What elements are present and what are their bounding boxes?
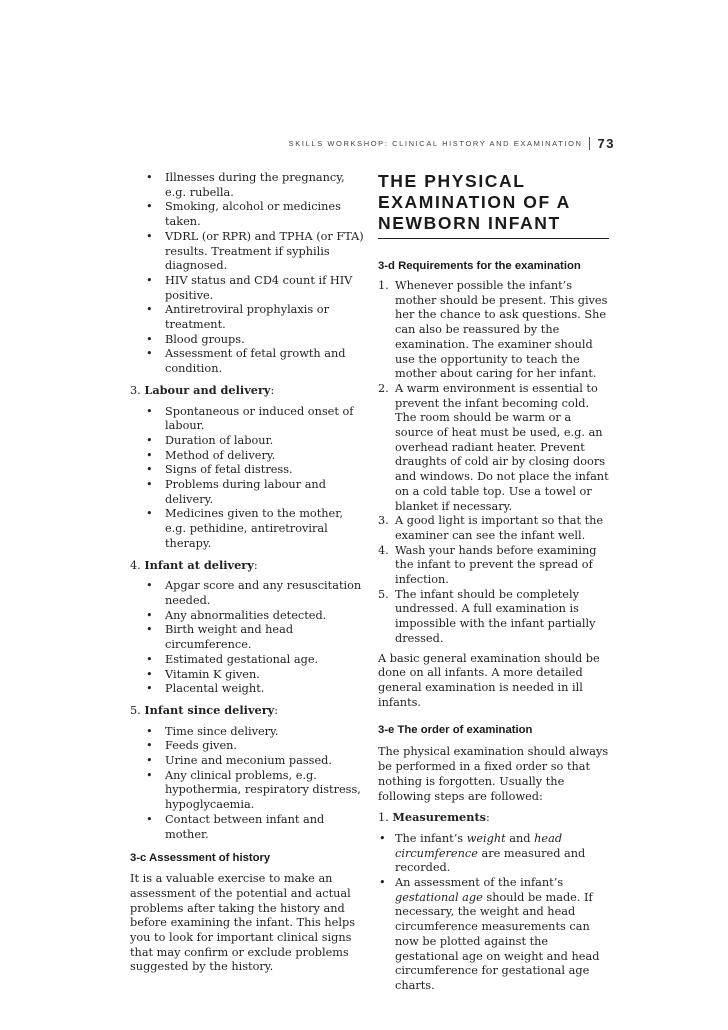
list-item: 5. The infant should be completely undressed. A full examination is impossible with the infant partially dressed. xyxy=(378,587,596,645)
labour-list xyxy=(130,405,366,552)
list-item: • Antiretroviral prophylaxis or treatment. xyxy=(130,303,366,332)
pregnancy-list xyxy=(130,171,366,377)
running-header xyxy=(250,133,615,149)
list-item: • Method of delivery. xyxy=(130,449,366,464)
list-item: • The infant’s weight and head circumference are measured and recorded. xyxy=(378,832,609,876)
list-item: 2. A warm environment is essential to prevent the infant becoming cold. The room should be warm or a source of heat must be used, e.g. an overhead radiant heater. Prevent draughts of cold air by closing doors and windows. Do not place the infant on a cold table top. Use a towel or blanket if necessary. xyxy=(378,381,609,513)
list-item: • Assessment of fetal growth and condition. xyxy=(130,347,366,376)
list-item: • Feeds given. xyxy=(130,739,366,754)
list-item: • Duration of labour. xyxy=(130,434,366,449)
measurements-heading: 1. Measurements: xyxy=(378,810,490,825)
list-item: • Vitamin K given. xyxy=(130,668,366,683)
section-3e-heading: 3-e The order of examination xyxy=(378,724,533,737)
list-item: 4. Wash your hands before examining the infant to prevent the spread of infection. xyxy=(378,543,597,587)
page-number: 73 xyxy=(597,136,615,151)
list-item: • Blood groups. xyxy=(130,333,366,348)
list-item: • Smoking, alcohol or medicines taken. xyxy=(130,200,366,229)
list-item: • Birth weight and head circumference. xyxy=(130,623,366,652)
page-title: THE PHYSICAL EXAMINATION OF A NEWBORN INFANT xyxy=(378,171,609,239)
list-item: • An assessment of the infant’s gestational age should be made. If necessary, the weight and head circumference measurements can now be plotted against the gestational age on weight and head circumference for gestational age charts. xyxy=(378,876,609,994)
list-item: • Illnesses during the pregnancy, e.g. rubella. xyxy=(130,171,366,200)
section-3c-body: It is a valuable exercise to make an assessment of the potential and actual problems after taking the history and before examining the infant. This helps you to look for important clinical signs that may confirm or exclude problems suggested by the history. xyxy=(130,872,355,974)
infant-at-delivery-list xyxy=(130,579,366,697)
left-column xyxy=(130,171,366,975)
infant-at-delivery-heading: 4. Infant at delivery: xyxy=(130,557,258,572)
list-item: 3. A good light is important so that the examiner can see the infant well. xyxy=(378,514,604,542)
list-item: • Contact between infant and mother. xyxy=(130,813,366,842)
list-item: • Estimated gestational age. xyxy=(130,653,366,668)
running-title: SKILLS WORKSHOP: CLINICAL HISTORY AND EXAMINATION xyxy=(288,139,583,148)
list-item: • Signs of fetal distress. xyxy=(130,463,366,478)
section-3d-heading: 3-d Requirements for the examination xyxy=(378,260,581,272)
list-item: • VDRL (or RPR) and TPHA (or FTA) results. Treatment if syphilis diagnosed. xyxy=(130,230,366,274)
section-3c-heading: 3-c Assessment of history xyxy=(130,852,271,865)
list-item: • Apgar score and any resuscitation needed. xyxy=(130,579,366,608)
list-item: 1. Whenever possible the infant’s mother should be present. This gives her the chance to ask questions. She can also be reassured by the examination. The examiner should use the opportunity to teach the mother about caring for her infant. xyxy=(378,279,608,381)
since-delivery-heading: 5. Infant since delivery: xyxy=(130,702,279,717)
section-3d-closing: A basic general examination should be done on all infants. A more detailed general examination is needed in ill infants. xyxy=(378,651,600,709)
since-delivery-list xyxy=(130,725,366,843)
right-column xyxy=(378,171,609,994)
list-item: • HIV status and CD4 count if HIV positive. xyxy=(130,274,366,303)
list-item: • Problems during labour and delivery. xyxy=(130,478,366,507)
measurements-list xyxy=(378,832,609,994)
list-item: • Any clinical problems, e.g. hypothermia, respiratory distress, hypoglycaemia. xyxy=(130,769,366,813)
list-item: • Time since delivery. xyxy=(130,725,366,740)
labour-heading: 3. Labour and delivery: xyxy=(130,382,275,397)
header-divider xyxy=(589,137,590,150)
requirements-list xyxy=(378,279,609,647)
section-3e-intro: The physical examination should always be performed in a fixed order so that nothing is forgotten. Usually the following steps are followed: xyxy=(378,745,609,803)
list-item: • Urine and meconium passed. xyxy=(130,754,366,769)
list-item: • Any abnormalities detected. xyxy=(130,609,366,624)
list-item: • Placental weight. xyxy=(130,682,366,697)
list-item: • Spontaneous or induced onset of labour. xyxy=(130,405,366,434)
list-item: • Medicines given to the mother, e.g. pethidine, antiretroviral therapy. xyxy=(130,507,366,551)
